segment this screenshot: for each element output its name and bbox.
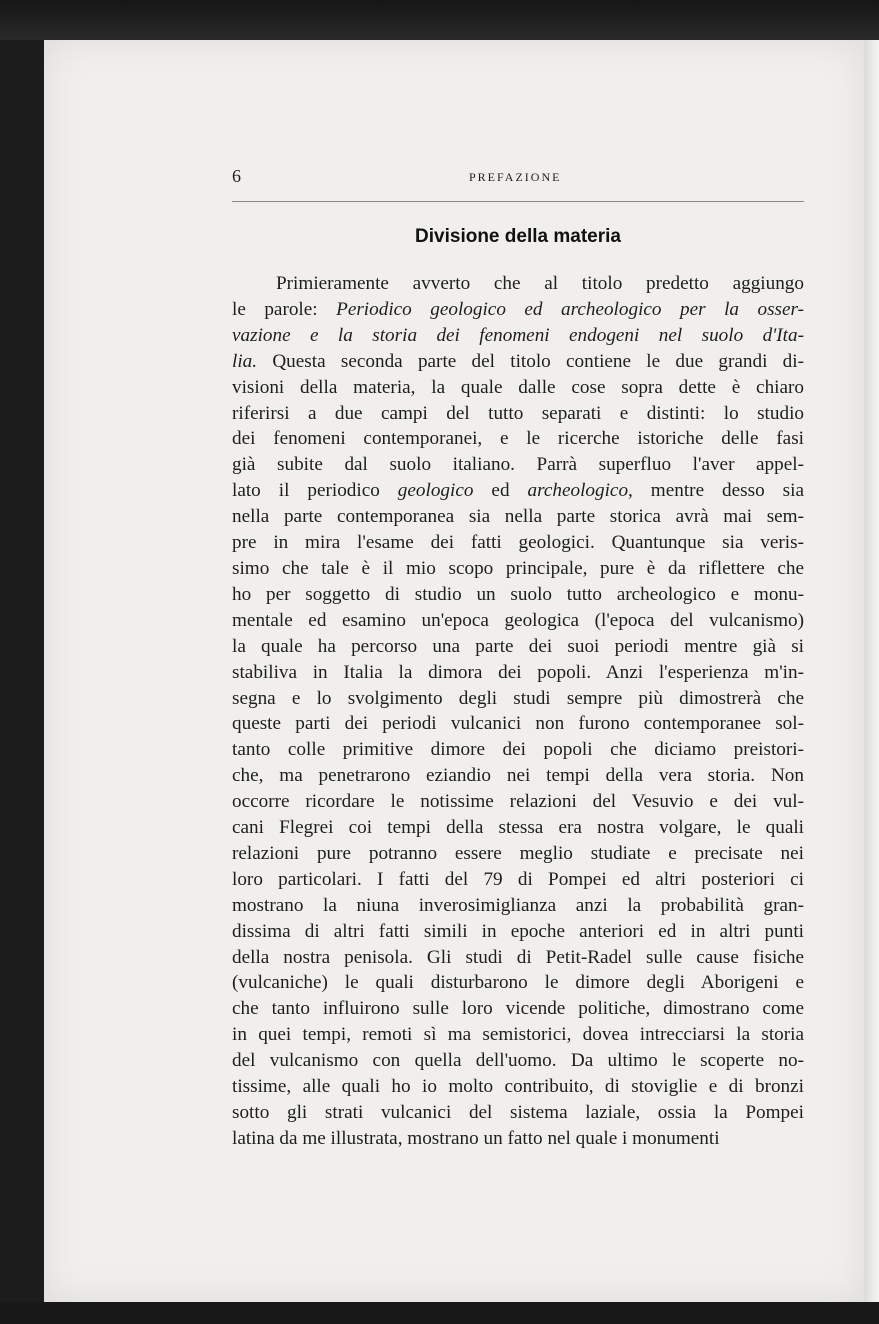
scan-border-top: [0, 0, 879, 40]
text-line: [232, 608, 804, 634]
text-segment: in quei tempi, remoti sì ma semistorici, dovea intrecciarsi la storia: [232, 1024, 804, 1046]
text-line: [232, 919, 804, 945]
text-segment: riferirsi a due campi del tutto separati e distinti: lo studio: [232, 402, 804, 424]
text-line: [232, 323, 804, 349]
text-line: [232, 426, 804, 452]
text-segment: (vulcaniche) le quali disturbarono le dimore degli Aborigeni e: [232, 972, 804, 994]
text-segment: loro particolari. I fatti del 79 di Pompei ed altri posteriori ci: [232, 868, 804, 890]
text-segment: tanto colle primitive dimore dei popoli che diciamo preistori-: [232, 739, 804, 761]
text-segment: sotto gli strati vulcanici del sistema laziale, ossia la Pompei: [232, 1102, 804, 1123]
text-line: [232, 297, 804, 323]
text-segment: che tanto influirono sulle loro vicende politiche, dimostrano come: [232, 998, 804, 1020]
text-line: [232, 349, 804, 375]
text-segment: mostrano la niuna inverosimiglianza anzi la probabilità gran-: [232, 894, 804, 916]
text-line: [232, 1100, 804, 1126]
text-segment: pre in mira l'esame dei fatti geologici. Quantunque sia veris-: [232, 532, 804, 554]
text-line: [232, 893, 804, 919]
scan-border-bottom: [0, 1302, 879, 1324]
text-line: [232, 996, 804, 1022]
page-header: [232, 166, 802, 192]
running-head: PREFAZIONE: [469, 170, 562, 184]
text-line: [232, 401, 804, 427]
text-segment: relazioni pure potranno essere meglio studiate e precisate nei: [232, 842, 804, 864]
text-segment: mentale ed esamino un'epoca geologica (l'epoca del vulcanismo): [232, 609, 804, 631]
text-line: [232, 375, 804, 401]
text-line: [232, 1126, 804, 1152]
text-line: [232, 1074, 804, 1100]
section-heading: Divisione della materia: [415, 226, 621, 247]
text-segment: queste parti dei periodi vulcanici non furono contemporanee sol-: [232, 713, 804, 735]
italic-text: lia.: [232, 350, 258, 372]
text-line: [232, 582, 804, 608]
italic-text: archeologico,: [527, 480, 633, 502]
text-line: [232, 1048, 804, 1074]
text-segment: ho per soggetto di studio un suolo tutto archeologico e monu-: [232, 583, 804, 605]
italic-text: Periodico geologico ed archeologico per la osser-: [336, 298, 804, 320]
text-segment: latina da me illustrata, mostrano un fatto nel quale i monumenti: [232, 1127, 720, 1149]
text-line: [232, 945, 804, 971]
text-segment: la quale ha percorso una parte dei suoi periodi mentre già si: [232, 635, 804, 657]
body-text: [232, 271, 804, 1152]
text-line: [232, 867, 804, 893]
page-edge-right: [864, 40, 879, 1302]
text-segment: dei fenomeni contemporanei, e le ricerche istoriche delle fasi: [232, 428, 804, 450]
text-segment: dissima di altri fatti simili in epoche anteriori ed in altri punti: [232, 920, 804, 942]
text-line: [232, 763, 804, 789]
italic-text: geologico: [397, 480, 474, 502]
text-line: [232, 737, 804, 763]
text-line: [232, 1022, 804, 1048]
text-segment: lato il periodico: [232, 480, 398, 502]
text-segment: ed: [473, 480, 528, 502]
text-segment: stabiliva in Italia la dimora dei popoli. Anzi l'esperienza m'in-: [232, 661, 804, 683]
text-segment: già subite dal suolo italiano. Parrà superfluo l'aver appel-: [232, 454, 804, 476]
text-line: [232, 478, 804, 504]
text-segment: cani Flegrei coi tempi della stessa era nostra volgare, le quali: [232, 817, 804, 839]
text-line: [232, 970, 804, 996]
text-line: [232, 815, 804, 841]
text-line: [232, 711, 804, 737]
text-line: [232, 634, 804, 660]
text-segment: simo che tale è il mio scopo principale, pure è da riflettere che: [232, 557, 804, 579]
text-segment: nella parte contemporanea sia nella parte storica avrà mai sem-: [232, 506, 804, 528]
text-segment: Primieramente avverto che al titolo predetto aggiungo: [276, 273, 804, 294]
text-segment: le parole:: [232, 298, 337, 320]
text-line: [232, 504, 804, 530]
text-segment: della nostra penisola. Gli studi di Petit-Radel sulle cause fisiche: [232, 946, 804, 968]
text-line: [232, 686, 804, 712]
text-segment: segna e lo svolgimento degli studi sempre più dimostrerà che: [232, 687, 804, 709]
text-line: [232, 789, 804, 815]
text-segment: visioni della materia, la quale dalle cose sopra dette è chiaro: [232, 376, 804, 398]
text-line: [232, 530, 804, 556]
text-line: [232, 841, 804, 867]
text-segment: mentre desso sia: [632, 480, 804, 502]
page-number: 6: [232, 166, 241, 186]
text-line: [232, 452, 804, 478]
text-line: [232, 556, 804, 582]
text-segment: del vulcanismo con quella dell'uomo. Da ultimo le scoperte no-: [232, 1050, 804, 1072]
italic-text: vazione e la storia dei fenomeni endogeni nel suolo d'Ita-: [232, 324, 804, 346]
text-line: [232, 271, 804, 297]
text-segment: che, ma penetrarono eziandio nei tempi della vera storia. Non: [232, 765, 804, 787]
text-segment: Questa seconda parte del titolo contiene le due grandi di-: [257, 350, 804, 372]
text-segment: tissime, alle quali ho io molto contribuito, di stoviglie e di bronzi: [232, 1076, 804, 1098]
text-line: [232, 660, 804, 686]
header-rule: [232, 201, 804, 202]
text-segment: occorre ricordare le notissime relazioni del Vesuvio e dei vul-: [232, 791, 804, 813]
